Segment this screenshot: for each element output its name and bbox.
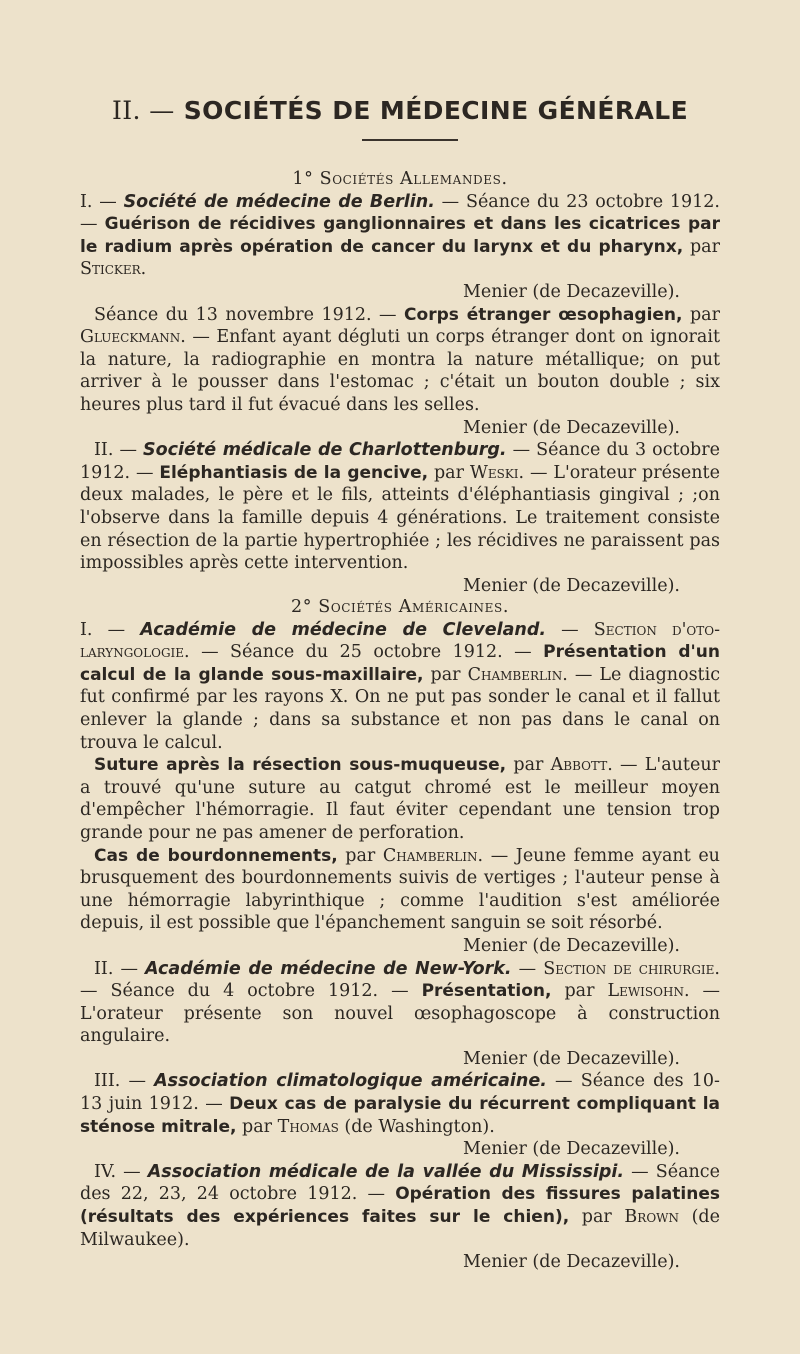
german-section: [80, 168, 720, 597]
berlin-entry: [80, 191, 720, 281]
society-name: Académie de médecine de Cleveland.: [140, 619, 547, 640]
author-place: (de Milwaukee).: [80, 1207, 720, 1250]
section-name: — Section d'oto-laryngologie.: [80, 619, 720, 663]
author-name: Abbott.: [550, 755, 613, 776]
signature: Menier (de Decazeville).: [463, 935, 680, 956]
society-name: Association médicale de la vallée du Mississipi.: [147, 1161, 625, 1182]
author-name: Weski.: [469, 462, 525, 483]
author-name: Chamberlin.: [467, 664, 568, 685]
entry-number: III. —: [94, 1071, 146, 1092]
by-label: par: [581, 1207, 612, 1228]
by-label: par: [345, 845, 376, 866]
author-name: Brown: [624, 1207, 679, 1228]
section-number: II. —: [112, 96, 175, 125]
signature: Menier (de Decazeville).: [463, 417, 680, 438]
american-section: [80, 596, 720, 1274]
entry-text: — L'orateur présente son nouvel œsophagoscope à construction angulaire.: [80, 981, 720, 1047]
by-label: par: [430, 664, 461, 685]
session-date: Séance du 13 novembre 1912. —: [94, 304, 397, 325]
entry-text: — L'orateur présente deux malades, le père et le fils, atteints d'éléphantiasis gingival ; ;on l'observe dans la famille depuis 4 générations. Le traitement consiste en résection de la partie hypertrophiée ; les récidives ne paraissent pas impossibles après cette intervention.: [80, 462, 720, 574]
signature: Menier (de Decazeville).: [463, 281, 680, 302]
society-name: Société médicale de Charlottenburg.: [143, 440, 507, 461]
berlin-entry-2: [80, 304, 720, 417]
entry-text: — Enfant ayant dégluti un corps étranger dont on ignorait la nature, la radiographie en montra la nature métallique; on put arriver à le pousser dans l'estomac ; c'était un bouton double ; six heures plus tard il fut évacué dans les selles.: [80, 327, 720, 415]
signature: Menier (de Decazeville).: [463, 1139, 680, 1160]
topic-title: Opération des fissures palatines (résultats des expériences faites sur le chien),: [80, 1184, 720, 1228]
entry-number: IV. —: [94, 1161, 141, 1182]
topic-title: Corps étranger œsophagien,: [404, 304, 683, 325]
author-name: Thomas: [277, 1116, 339, 1137]
section-name: — Section de chirurgie.: [518, 958, 720, 979]
entry-number: I. —: [80, 191, 117, 212]
mississipi-entry: [80, 1161, 720, 1251]
session-date: — Séance des 22, 23, 24 octobre 1912. —: [80, 1161, 720, 1205]
german-heading: 1° Sociétés Allemandes.: [292, 169, 508, 189]
session-date: — Séance du 23 octobre 1912. —: [80, 191, 720, 235]
topic-title: Deux cas de paralysie du récurrent compliquant la sténose mitrale,: [80, 1094, 720, 1137]
title-underline: [362, 139, 458, 141]
society-name: Académie de médecine de New-York.: [145, 958, 512, 979]
session-date: — Séance des 10-13 juin 1912. —: [80, 1071, 720, 1115]
american-heading: 2° Sociétés Américaines.: [291, 597, 509, 617]
signature: Menier (de Decazeville).: [463, 1048, 680, 1069]
signature: Menier (de Decazeville).: [463, 575, 680, 596]
by-label: par: [513, 755, 544, 776]
session-date: — Séance du 3 octobre 1912. —: [80, 440, 720, 483]
signature: Menier (de Decazeville).: [463, 1252, 680, 1273]
author-name: Lewisohn.: [607, 981, 690, 1002]
session-date: — Séance du 4 octobre 1912. —: [80, 981, 409, 1002]
by-label: par: [433, 462, 464, 483]
entry-number: II. —: [94, 440, 137, 461]
cleveland-entry-2: [80, 754, 720, 844]
by-label: par: [242, 1116, 273, 1137]
session-date: — Séance du 25 octobre 1912. —: [201, 642, 532, 663]
author-name: Glueckmann.: [80, 327, 186, 348]
entry-text: — L'auteur a trouvé qu'une suture au catgut chromé est le meilleur moyen d'empêcher l'hémorragie. Il faut éviter cependant une tension trop grande pour ne pas amener de perforation.: [80, 755, 720, 843]
author-name: Sticker.: [80, 259, 147, 280]
society-name: Association climatologique américaine.: [154, 1071, 547, 1092]
by-label: par: [564, 981, 595, 1002]
entry-text: — Jeune femme ayant eu brusquement des bourdonnements suivis de vertiges ; l'auteur pense à une hémorragie labyrinthique ; comme l'audition s'est améliorée depuis, il est possible que l'épanchement sanguin se soit résorbé.: [80, 845, 720, 934]
section-title: SOCIÉTÉS DE MÉDECINE GÉNÉRALE: [183, 96, 689, 125]
newyork-entry: [80, 958, 720, 1048]
climatology-entry: [80, 1070, 720, 1138]
entry-number: I. —: [80, 619, 126, 640]
author-name: Chamberlin.: [382, 845, 484, 866]
entry-text: — Le diagnostic fut confirmé par les rayons X. On ne put pas sonder le canal et il fallut enlever la glande ; dans sa substance et non pas dans le canal on trouva le calcul.: [80, 664, 720, 753]
topic-title: Présentation,: [421, 981, 552, 1002]
author-place: (de Washington).: [344, 1116, 495, 1137]
society-name: Société de médecine de Berlin.: [123, 191, 435, 212]
charlottenburg-entry: [80, 439, 720, 575]
topic-title: Eléphantiasis de la gencive,: [159, 462, 429, 483]
topic-title: Guérison de récidives ganglionnaires et dans les cicatrices par le radium après opération de cancer du larynx et du pharynx,: [80, 214, 720, 257]
cleveland-entry: [80, 619, 720, 755]
topic-title: Cas de bourdonnements,: [94, 845, 338, 866]
entry-number: II. —: [94, 958, 138, 979]
cleveland-entry-3: [80, 845, 720, 935]
by-label: par: [689, 304, 720, 325]
topic-title: Suture après la résection sous-muqueuse,: [94, 755, 507, 776]
by-label: par: [689, 236, 720, 257]
page-title: [112, 96, 712, 125]
topic-title: Présentation d'un calcul de la glande sous-maxillaire,: [80, 642, 720, 685]
